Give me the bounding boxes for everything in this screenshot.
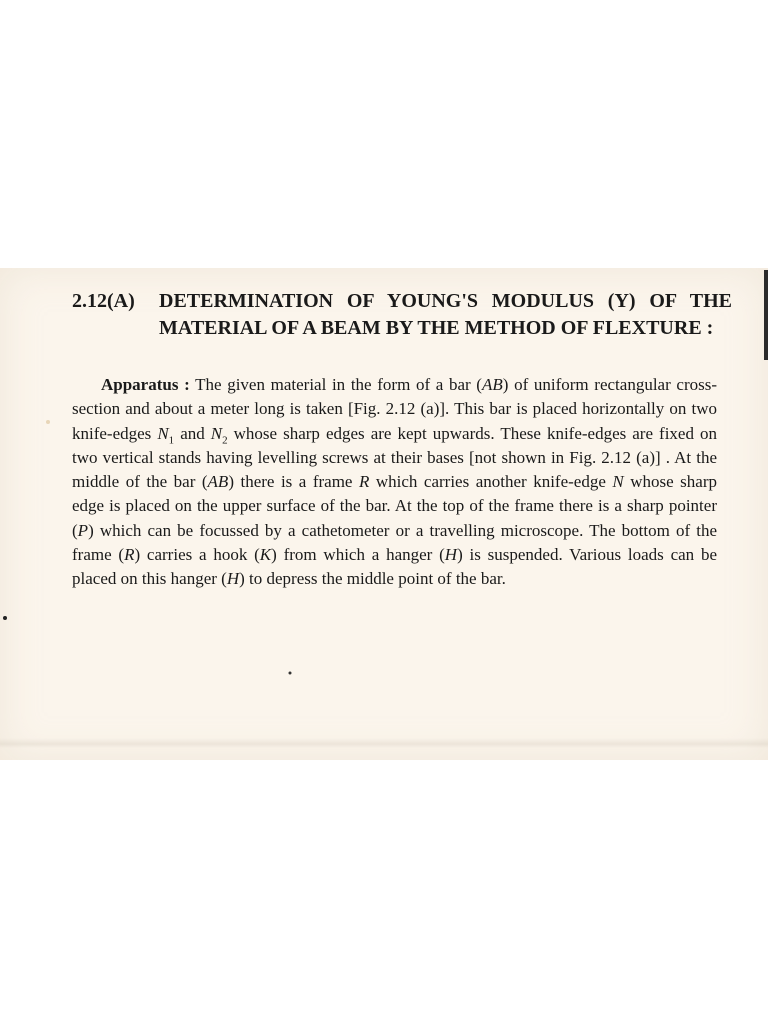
symbol-p: P [77, 520, 89, 540]
text-run: ) from which a hanger ( [271, 545, 445, 565]
text-run: ) of uniform rectangular cross-section and about a meter long is taken [Fig. 2.12 (a)]. This bar is placed horizontally on two knife-edges [72, 375, 718, 443]
text-run: and [174, 423, 211, 443]
subscript-1: 1 [168, 433, 175, 446]
text-run: ) which can be focussed by a cathetometer or a travelling microscope. The bottom of the frame ( [72, 520, 717, 565]
text-run: ) is suspended. Various loads can be placed on this hanger ( [72, 545, 717, 589]
subscript-2: 2 [222, 433, 228, 446]
apparatus-label: Apparatus : [101, 375, 190, 394]
text-run: ) carries a hook ( [134, 545, 260, 565]
text-run: The given material in the form of a bar ( [189, 375, 482, 394]
page-edge-shadow [764, 270, 768, 360]
section-heading [72, 288, 732, 342]
symbol-r: R [124, 545, 135, 565]
section-title: DETERMINATION OF YOUNG'S MODULUS (Y) OF THE MATERIAL OF A BEAM BY THE METHOD OF FLEXTURE : [159, 290, 732, 339]
symbol-ab: AB [207, 472, 229, 492]
text-run: whose sharp edges are kept upwards. These knife-edges are fixed on two vertical stands having levelling screws at their bases [not shown in Fig. 2.12 (a)] . At the middle of the bar ( [72, 423, 717, 492]
text-run: whose sharp edge is placed on the upper surface of the bar. At the top of the frame there is a sharp pointer ( [72, 472, 717, 540]
page-bottom-edge [0, 738, 768, 748]
symbol-n: N [612, 472, 624, 492]
symbol-h: H [226, 569, 240, 589]
symbol-k: K [259, 545, 272, 565]
symbol-h: H [444, 545, 458, 565]
section-number: 2.12(A) [72, 290, 135, 312]
symbol-r: R [358, 472, 370, 492]
text-run: ) there is a frame [228, 472, 359, 492]
apparatus-paragraph [72, 373, 717, 592]
symbol-n: N [210, 423, 223, 443]
text-run: which carries another knife-edge [369, 472, 613, 492]
text-run: ) to depress the middle point of the bar. [239, 569, 506, 589]
symbol-ab: AB [481, 375, 503, 394]
symbol-n: N [157, 423, 169, 443]
